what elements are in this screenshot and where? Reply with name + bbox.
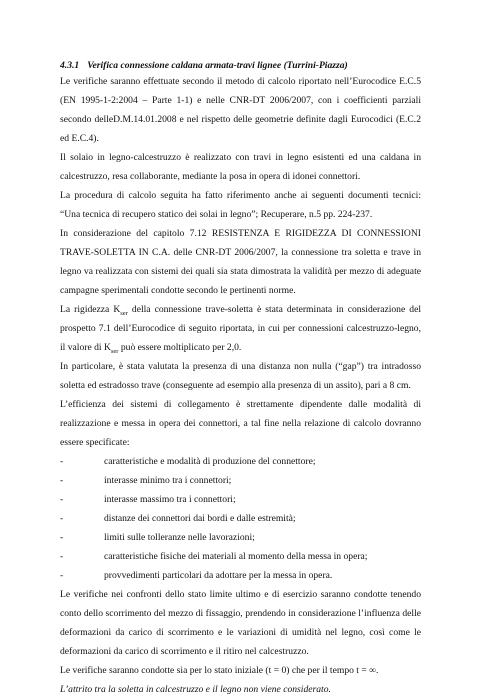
list-item: - caratteristiche e modalità di produzione del connettore; bbox=[60, 456, 316, 467]
section-title: Verifica connessione caldana armata-travi lignee (Turrini-Piazza) bbox=[87, 60, 348, 71]
list-item: - provvedimenti particolari da adottare per la messa in opera. bbox=[60, 570, 333, 581]
paragraph-10: L’attrito tra la soletta in calcestruzzo e il legno non viene considerato. bbox=[60, 684, 331, 695]
list-item: - interasse minimo tra i connettori; bbox=[60, 475, 232, 486]
paragraph-9: Le verifiche saranno condotte sia per lo stato iniziale (t = 0) che per il tempo t = ∞. bbox=[60, 665, 379, 676]
paragraph-3: La procedura di calcolo seguita ha fatto riferimento anche ai seguenti documenti tecnici: “Una tecnica di recupero statico dei solai in legno”; Recuperare, n.5 pp. 224-237. bbox=[60, 190, 421, 220]
paragraph-7: L’efficienza dei sistemi di collegamento è strettamente dipendente dalle modalità di realizzazione e messa in opera dei connettori, a tal fine nella relazione di calcolo dovranno essere specificate: bbox=[60, 399, 421, 448]
list-item: - distanze dei connettori dai bordi e dalle estremità; bbox=[60, 513, 296, 524]
section-number: 4.3.1 bbox=[60, 60, 80, 71]
paragraph-4: In considerazione del capitolo 7.12 RESISTENZA E RIGIDEZZA DI CONNESSIONI TRAVE-SOLETTA IN C.A. delle CNR-DT 2006/2007, la connessione tra soletta e trave in legno va realizzata con sistemi dei quali sia stata dimostrata la validità per mezzo di adeguate campagne sperimentali condotte secondo le pertinenti norme. bbox=[60, 228, 421, 296]
paragraph-1: Le verifiche saranno effettuate secondo il metodo di calcolo riportato nell’Eurocodice E.C.5 (EN 1995-1-2:2004 – Parte 1-1) e nelle CNR-DT 2006/2007, con i coefficienti parziali secondo delleD.M.14.01.2008 e nel rispetto delle geometrie definite dagli Eurocodici (E.C.2 ed E.C.4). bbox=[60, 76, 421, 144]
body-text bbox=[60, 72, 421, 699]
list-item: - interasse massimo tra i connettori; bbox=[60, 494, 236, 505]
list-item: - caratteristiche fisiche dei materiali al momento della messa in opera; bbox=[60, 551, 368, 562]
paragraph-2: Il solaio in legno-calcestruzzo è realizzato con travi in legno esistenti ed una caldana in calcestruzzo, resa collaborante, mediante la posa in opera di idonei connettori. bbox=[60, 152, 421, 182]
paragraph-5: La rigidezza $K_{ser}$ della connessione trave-soletta è stata determinata in considerazione del prospetto 7.1 dell’Eurocodice di seguito riportata, in cui per connessioni calcestruzzo-legno, il valore di $K_{ser}$ può essere moltiplicato per 2,0. bbox=[60, 304, 421, 355]
paragraph-6: In particolare, è stata valutata la presenza di una distanza non nulla (“gap”) tra intradosso soletta ed estradosso trave (conseguente ad esempio alla presenza di un assito), pari a 8 cm. bbox=[60, 361, 421, 391]
list-item: - limiti sulle tolleranze nelle lavorazioni; bbox=[60, 532, 255, 543]
paragraph-8: Le verifiche nei confronti dello stato limite ultimo e di esercizio saranno condotte tenendo conto dello scorrimento del mezzo di fissaggio, prendendo in considerazione l’influenza delle deformazioni da carico di scorrimento e le variazioni di umidità nel legno, così come le deformazioni da carico di scorrimento e il ritiro nel calcestruzzo. bbox=[60, 589, 421, 657]
specification-list bbox=[60, 452, 421, 585]
